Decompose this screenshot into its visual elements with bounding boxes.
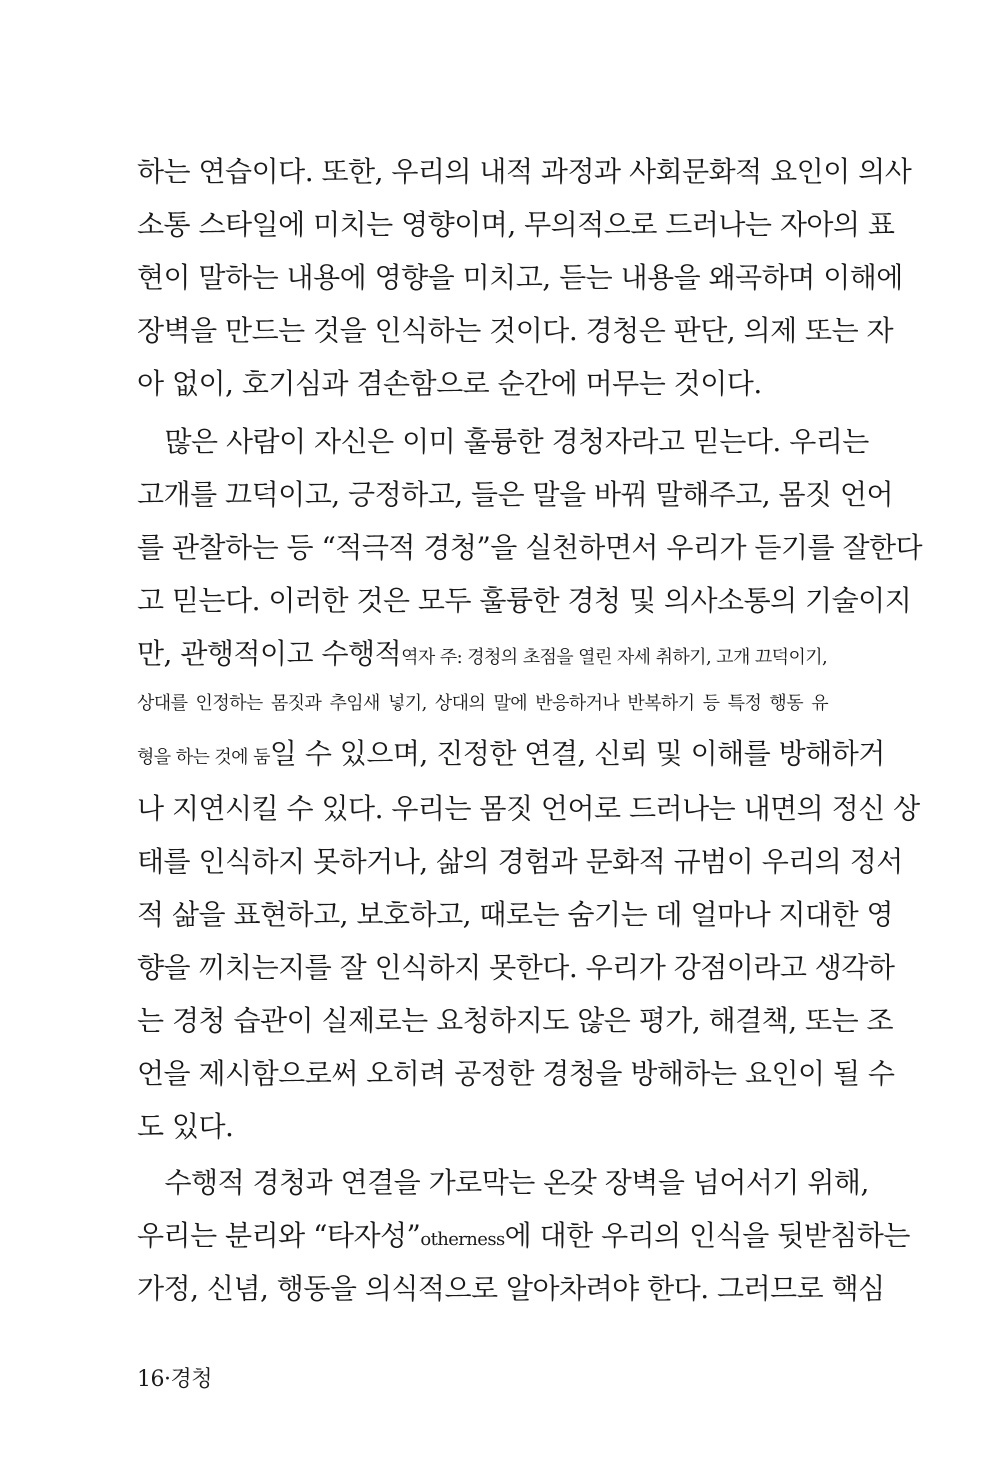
text-line [137,734,885,778]
text-line: 가정, 신념, 행동을 의식적으로 알아차려야 한다. 그러므로 핵심 [137,1272,885,1305]
text-line: 언을 제시함으로써 오히려 공정한 경청을 방해하는 요인이 될 수 [137,1057,895,1090]
text-line: 많은 사람이 자신은 이미 훌륭한 경청자라고 믿는다. 우리는 [137,425,869,458]
text-line: 하는 연습이다. 또한, 우리의 내적 과정과 사회문화적 요인이 의사 [137,155,912,188]
text-line: 소통 스타일에 미치는 영향이며, 무의적으로 드러나는 자아의 표 [137,208,895,241]
text-line: 태를 인식하지 못하거나, 삶의 경험과 문화적 규범이 우리의 정서 [137,845,903,878]
translator-note: 역자 주: 경청의 초점을 열린 자세 취하기, 고개 끄덕이기, [401,647,828,668]
original-term: otherness [420,1229,505,1250]
text-line: 도 있다. [137,1110,234,1143]
text-line: 아 없이, 호기심과 겸손함으로 순간에 머무는 것이다. [137,367,762,400]
text-line: 수행적 경청과 연결을 가로막는 온갖 장벽을 넘어서기 위해, [137,1166,869,1199]
text-line [137,634,828,678]
text-line: 나 지연시킬 수 있다. 우리는 몸짓 언어로 드러나는 내면의 정신 상 [137,792,920,825]
translator-note: 형을 하는 것에 둠 [137,747,270,768]
text-run: 에 대한 우리의 인식을 뒷받침하는 [504,1219,910,1252]
text-line: 고개를 끄덕이고, 긍정하고, 들은 말을 바꿔 말해주고, 몸짓 언어 [137,478,894,511]
text-run: 만, 관행적이고 수행적 [137,637,402,670]
text-run: 일 수 있으며, 진정한 연결, 신뢰 및 이해를 방해하거 [269,737,885,770]
translator-note-line: 상대를 인정하는 몸짓과 추임새 넣기, 상대의 말에 반응하거나 반복하기 등 특정 행동 유 [137,693,828,714]
text-line: 장벽을 만드는 것을 인식하는 것이다. 경청은 판단, 의제 또는 자 [137,314,894,347]
text-line: 는 경청 습관이 실제로는 요청하지도 않은 평가, 해결책, 또는 조 [137,1004,894,1037]
text-line: 고 믿는다. 이러한 것은 모두 훌륭한 경청 및 의사소통의 기술이지 [137,584,912,617]
text-line: 현이 말하는 내용에 영향을 미치고, 듣는 내용을 왜곡하며 이해에 [137,261,903,294]
text-line [137,1216,910,1260]
text-line: 적 삶을 표현하고, 보호하고, 때로는 숨기는 데 얼마나 지대한 영 [137,898,894,931]
text-line: 향을 끼치는지를 잘 인식하지 못한다. 우리가 강점이라고 생각하 [137,951,895,984]
text-run: 우리는 분리와 “타자성” [137,1219,421,1252]
text-line: 를 관찰하는 등 “적극적 경청”을 실천하면서 우리가 듣기를 잘한다 [137,531,923,564]
page-number-footer: 16·경청 [137,1367,212,1392]
